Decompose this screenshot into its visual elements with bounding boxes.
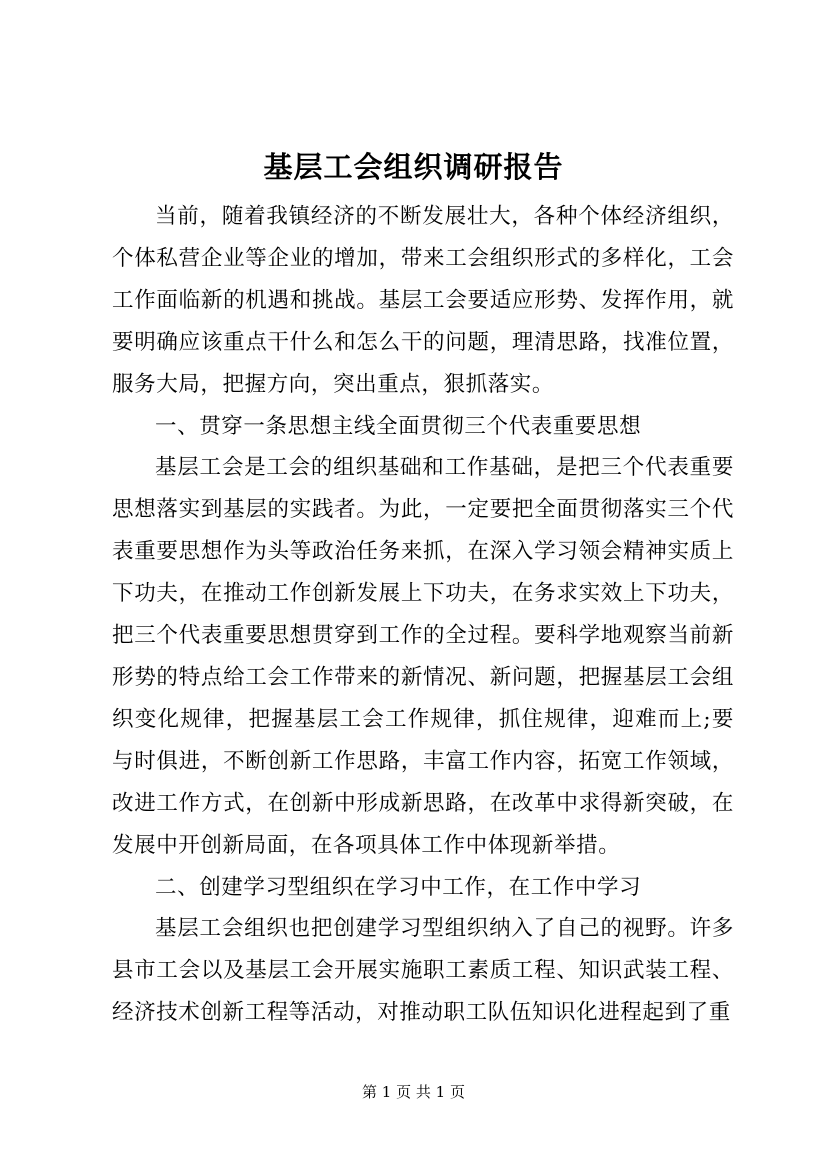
- section-heading-2: 二、创建学习型组织在学习中工作，在工作中学习: [155, 874, 642, 900]
- paragraph-intro: 当前，随着我镇经济的不断发展壮大，各种个体经济组织，个体私营企业等企业的增加，带来工会组织形式的多样化，工会工作面临新的机遇和挑战。基层工会要适应形势、发挥作用，就要明确应该重点干什么和怎么干的问题，理清思路，找准位置，服务大局，把握方向，突出重点，狠抓落实。: [112, 204, 734, 397]
- section-heading-1: 一、贯穿一条思想主线全面贯彻三个代表重要思想: [155, 413, 642, 439]
- page-footer: 第 1 页 共 1 页: [362, 1083, 465, 1101]
- paragraph-section-1: 基层工会是工会的组织基础和工作基础，是把三个代表重要思想落实到基层的实践者。为此，一定要把全面贯彻落实三个代表重要思想作为头等政治任务来抓，在深入学习领会精神实质上下功夫，在推动工作创新发展上下功夫，在务求实效上下功夫，把三个代表重要思想贯穿到工作的全过程。要科学地观察当前新形势的特点给工会工作带来的新情况、新问题，把握基层工会组织变化规律，把握基层工会工作规律，抓住规律，迎难而上;要与时俱进，不断创新工作思路，丰富工作内容，拓宽工作领域，改进工作方式，在创新中形成新思路，在改革中求得新突破，在发展中开创新局面，在各项具体工作中体现新举措。: [112, 455, 734, 858]
- paragraph-section-2: 基层工会组织也把创建学习型组织纳入了自己的视野。许多县市工会以及基层工会开展实施职工素质工程、知识武装工程、经济技术创新工程等活动，对推动职工队伍知识化进程起到了重: [112, 916, 734, 1026]
- document-body: [112, 196, 734, 1034]
- document-title: 基层工会组织调研报告: [263, 150, 564, 184]
